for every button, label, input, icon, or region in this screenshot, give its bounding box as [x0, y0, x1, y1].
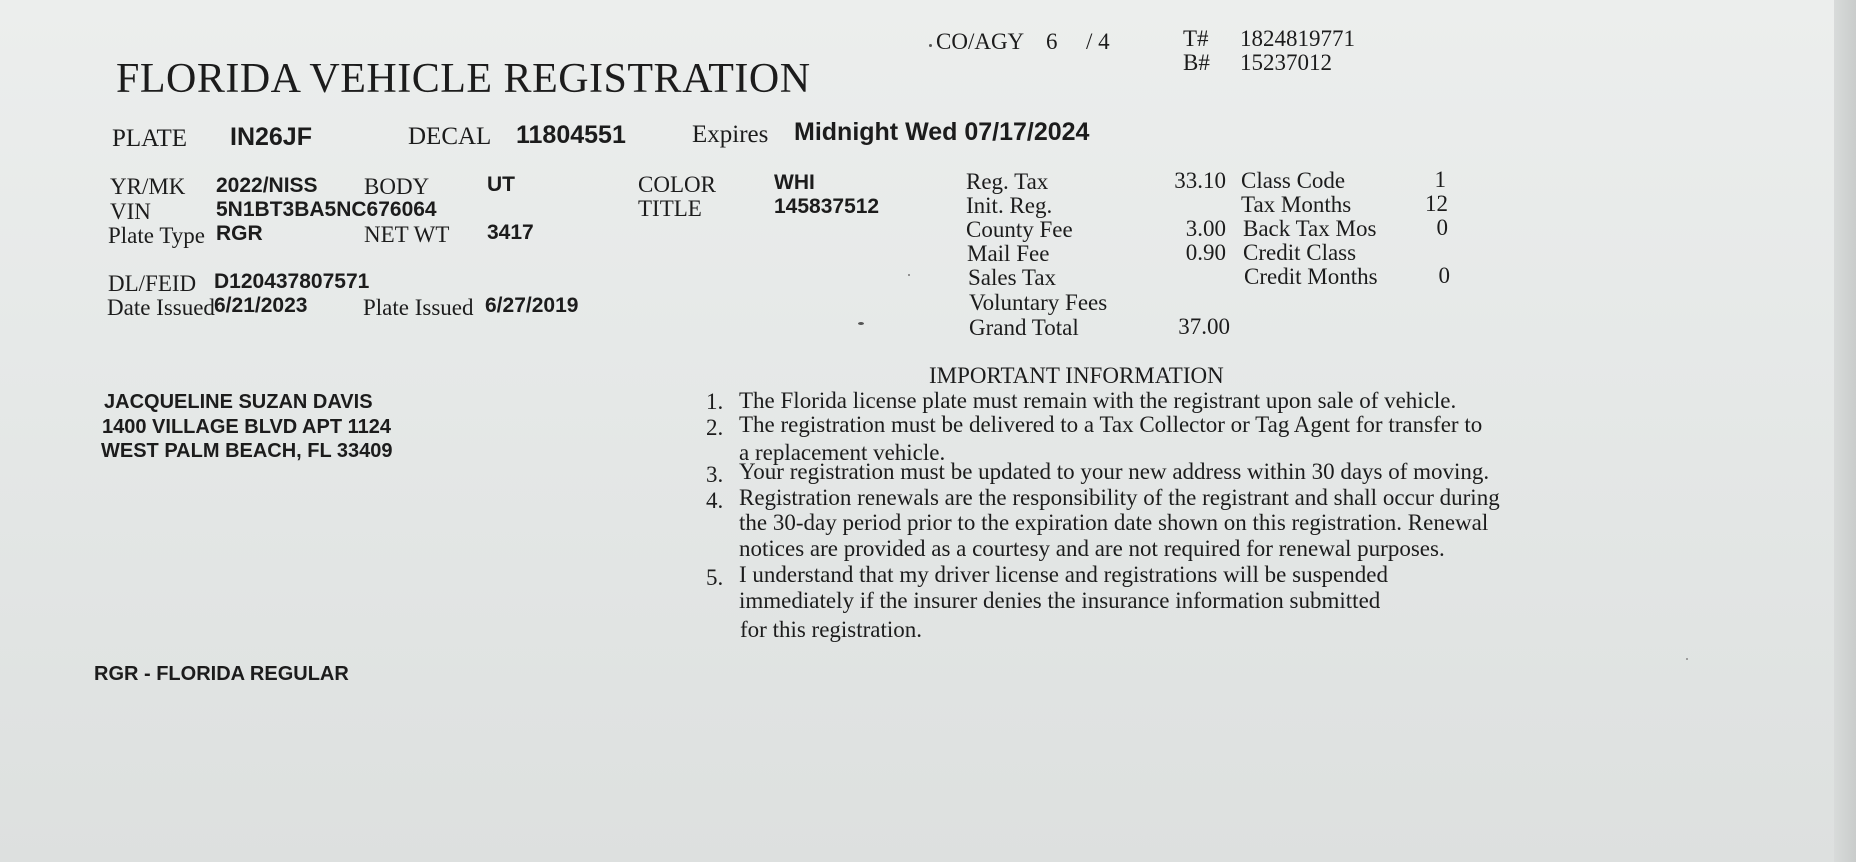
date-issued-label: Date Issued	[107, 295, 215, 320]
decal-value: 11804551	[516, 121, 626, 149]
info-item-number: 1.	[706, 389, 724, 414]
color-label: COLOR	[638, 172, 716, 197]
plate-type-value: RGR	[216, 222, 263, 245]
info-item-line: The Florida license plate must remain with the registrant upon sale of vehicle.	[739, 388, 1457, 413]
paper-speck	[858, 322, 864, 325]
co-agy-label: CO/AGY	[936, 29, 1025, 54]
plate-description: RGR - FLORIDA REGULAR	[94, 663, 349, 685]
info-item-line: Registration renewals are the responsibility of the registrant and shall occur during	[739, 485, 1500, 510]
paper-speck	[929, 44, 932, 47]
owner-address-line1: 1400 VILLAGE BLVD APT 1124	[102, 416, 391, 438]
net-wt-value: 3417	[487, 221, 534, 244]
grand-total-label: Grand Total	[969, 315, 1079, 340]
plate-label: PLATE	[112, 125, 187, 152]
info-item-number: 2.	[706, 415, 724, 440]
paper-edge	[1834, 0, 1856, 862]
document-title: FLORIDA VEHICLE REGISTRATION	[116, 56, 811, 102]
info-item-line: for this registration.	[740, 617, 923, 642]
class-code-label: Class Code	[1241, 168, 1346, 193]
title-value: 145837512	[774, 195, 880, 218]
title-label: TITLE	[638, 196, 702, 221]
tax-months-value: 12	[1425, 191, 1448, 216]
important-info-heading: IMPORTANT INFORMATION	[929, 363, 1224, 388]
sales-tax-label: Sales Tax	[968, 265, 1057, 290]
owner-address-line2: WEST PALM BEACH, FL 33409	[101, 440, 393, 462]
class-code-value: 1	[1434, 167, 1446, 192]
body-value: UT	[487, 173, 515, 196]
vin-label: VIN	[110, 199, 151, 224]
expires-value: Midnight Wed 07/17/2024	[794, 118, 1090, 146]
yrmk-label: YR/MK	[110, 174, 186, 199]
vin-value: 5N1BT3BA5NC676064	[216, 198, 437, 221]
paper-speck	[908, 274, 910, 276]
reg-tax-label: Reg. Tax	[966, 169, 1049, 194]
expires-label: Expires	[692, 121, 769, 148]
info-item-number: 3.	[706, 462, 724, 487]
info-item-line: The registration must be delivered to a Tax Collector or Tag Agent for transfer to	[739, 412, 1483, 437]
dl-feid-label: DL/FEID	[108, 271, 197, 296]
reg-tax-value: 33.10	[1174, 168, 1226, 193]
tax-months-label: Tax Months	[1241, 192, 1352, 217]
back-tax-mos-label: Back Tax Mos	[1243, 216, 1377, 241]
mail-fee-label: Mail Fee	[967, 241, 1050, 266]
t-number-label: T#	[1183, 26, 1209, 51]
info-item-line: I understand that my driver license and registrations will be suspended	[739, 562, 1388, 587]
info-item-line: notices are provided as a courtesy and are not required for renewal purposes.	[739, 536, 1445, 561]
grand-total-value: 37.00	[1178, 314, 1230, 339]
info-item-line: Your registration must be updated to your new address within 30 days of moving.	[739, 459, 1490, 484]
credit-months-label: Credit Months	[1244, 264, 1378, 289]
county-fee-label: County Fee	[966, 217, 1073, 242]
body-label: BODY	[364, 174, 430, 199]
decal-label: DECAL	[408, 123, 492, 150]
voluntary-fees-label: Voluntary Fees	[969, 290, 1108, 315]
info-item-line: the 30-day period prior to the expiration date shown on this registration. Renewal	[739, 510, 1489, 535]
plate-type-label: Plate Type	[108, 223, 205, 248]
co-agy-value: 6	[1046, 29, 1058, 54]
plate-issued-value: 6/27/2019	[485, 294, 579, 317]
info-item-line: a replacement vehicle.	[739, 440, 946, 465]
credit-months-value: 0	[1438, 263, 1450, 288]
yrmk-value: 2022/NISS	[216, 174, 318, 197]
plate-issued-label: Plate Issued	[363, 295, 474, 320]
plate-value: IN26JF	[230, 123, 312, 151]
paper-speck	[1686, 658, 1688, 660]
back-tax-mos-value: 0	[1436, 215, 1448, 240]
date-issued-value: 6/21/2023	[214, 294, 308, 317]
dl-feid-value: D120437807571	[214, 270, 370, 293]
init-reg-label: Init. Reg.	[966, 193, 1053, 218]
county-fee-value: 3.00	[1185, 216, 1226, 241]
info-item-number: 5.	[706, 565, 724, 590]
b-number-label: B#	[1183, 50, 1210, 75]
b-number-value: 15237012	[1240, 50, 1332, 75]
t-number-value: 1824819771	[1240, 26, 1355, 51]
credit-class-label: Credit Class	[1243, 240, 1357, 265]
info-item-line: immediately if the insurer denies the insurance information submitted	[739, 588, 1381, 613]
color-value: WHI	[774, 171, 815, 194]
co-agy-suffix: / 4	[1086, 29, 1110, 54]
mail-fee-value: 0.90	[1185, 240, 1226, 265]
info-item-number: 4.	[706, 488, 724, 513]
net-wt-label: NET WT	[364, 222, 450, 247]
owner-name: JACQUELINE SUZAN DAVIS	[104, 391, 373, 413]
